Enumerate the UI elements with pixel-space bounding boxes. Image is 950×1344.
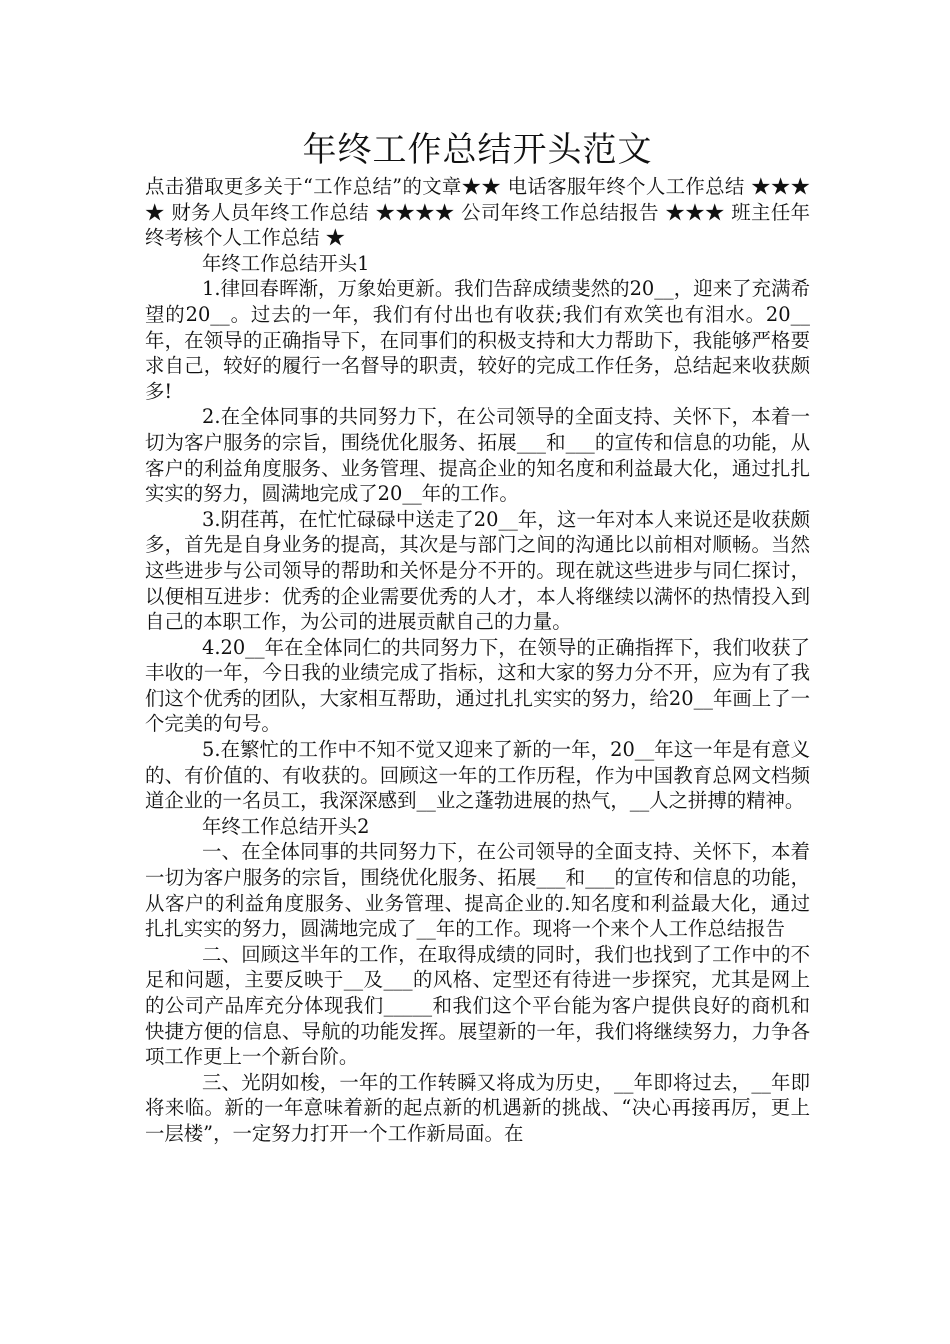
- paragraph: 二、回顾这半年的工作，在取得成绩的同时，我们也找到了工作中的不足和问题，主要反映于__及___的风格、定型还有待进一步探究，尤其是网上的公司产品库充分体现我们_____和我们这个平台能为客户提供良好的商机和快捷方便的信息、导航的功能发挥。展望新的一年，我们将继续努力，力争各项工作更上一个新台阶。: [145, 942, 810, 1069]
- paragraph: 4.20__年在全体同仁的共同努力下，在领导的正确指挥下，我们收获了丰收的一年，今日我的业绩完成了指标，这和大家的努力分不开，应为有了我们这个优秀的团队，大家相互帮助，通过扎扎实实的努力，给20__年画上了一个完美的句号。: [145, 635, 810, 736]
- document-page: [145, 128, 810, 1147]
- paragraph: 三、光阴如梭，一年的工作转瞬又将成为历史，__年即将过去，__年即将来临。新的一年意味着新的起点新的机遇新的挑战、“决心再接再厉，更上一层楼”，一定努力打开一个工作新局面。在: [145, 1070, 810, 1145]
- paragraph: 3.阴荏苒，在忙忙碌碌中送走了20__年，这一年对本人来说还是收获颇多，首先是自身业务的提高，其次是与部门之间的沟通比以前相对顺畅。当然这些进步与公司领导的帮助和关怀是分不开的。现在就这些进步与同仁探讨，以便相互进步：优秀的企业需要优秀的人才，本人将继续以满怀的热情投入到自己的本职工作，为公司的进展贡献自己的力量。: [145, 507, 810, 634]
- paragraph: 5.在繁忙的工作中不知不觉又迎来了新的一年，20__年这一年是有意义的、有价值的、有收获的。回顾这一年的工作历程，作为中国教育总网文档频道企业的一名员工，我深深感到__业之蓬勃进展的热气，__人之拼搏的精神。: [145, 738, 810, 813]
- paragraph: 2.在全体同事的共同努力下，在公司领导的全面支持、关怀下，本着一切为客户服务的宗旨，围绕优化服务、拓展___和___的宣传和信息的功能，从客户的利益角度服务、业务管理、提高企业的知名度和利益最大化，通过扎扎实实的努力，圆满地完成了20__年的工作。: [145, 405, 810, 506]
- paragraph: 1.律回春晖渐，万象始更新。我们告辞成绩斐然的20__，迎来了充满希望的20__。过去的一年，我们有付出也有收获;我们有欢笑也有泪水。20__年，在领导的正确指导下，在同事们的积极支持和大力帮助下，我能够严格要求自己，较好的履行一名督导的职责，较好的完成工作任务，总结起来收获颇多!: [145, 277, 810, 403]
- section-2: [145, 814, 810, 1147]
- section-heading: 年终工作总结开头2: [202, 814, 370, 838]
- document-title: 年终工作总结开头范文: [302, 130, 653, 170]
- section-heading: 年终工作总结开头1: [202, 251, 370, 275]
- section-1: [145, 251, 810, 814]
- related-articles-intro: 点击猎取更多关于“工作总结”的文章★★ 电话客服年终个人工作总结 ★★★★ 财务人员年终工作总结 ★★★★ 公司年终工作总结报告 ★★★ 班主任年终考核个人工作总结 ★: [145, 175, 810, 250]
- paragraph: 一、在全体同事的共同努力下，在公司领导的全面支持、关怀下，本着一切为客户服务的宗旨，围绕优化服务、拓展___和___的宣传和信息的功能，从客户的利益角度服务、业务管理、提高企业的.知名度和利益最大化，通过扎扎实实的努力，圆满地完成了__年的工作。现将一个来个人工作总结报告: [145, 840, 810, 941]
